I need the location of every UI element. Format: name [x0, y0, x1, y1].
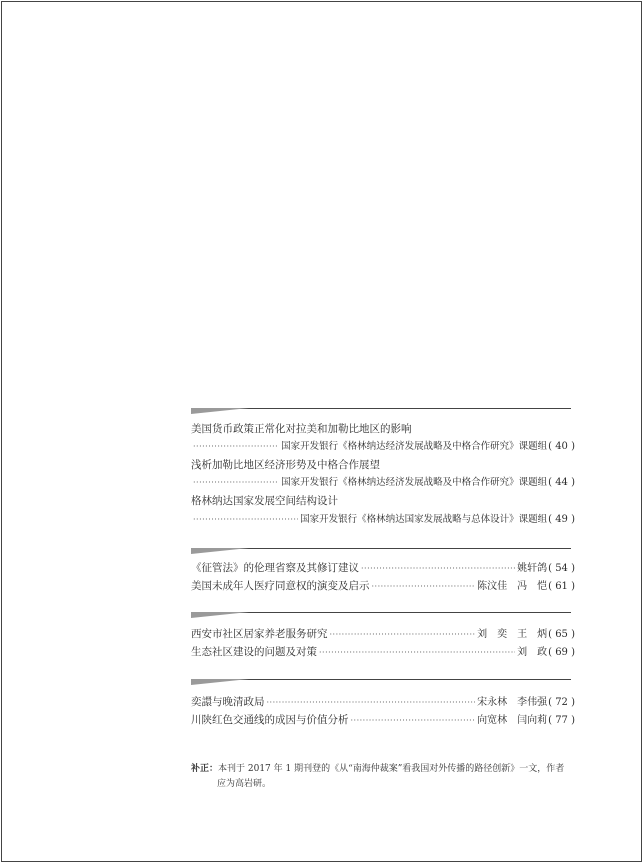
entry-page: ( 40 ) — [548, 441, 575, 452]
correction-note — [191, 762, 571, 792]
leader-dots — [319, 646, 515, 660]
toc-entry-author-line[interactable] — [191, 513, 575, 527]
entry-title: 格林纳达国家发展空间结构设计 — [191, 495, 338, 507]
entry-title: 《征管法》的伦理省察及其修订建议 — [191, 562, 359, 574]
toc-entry[interactable] — [191, 713, 575, 728]
entry-title: 美国未成年人医疗同意权的演变及启示 — [191, 580, 370, 592]
leader-dots — [193, 476, 279, 490]
leader-dots — [361, 562, 515, 576]
entry-author: 向宽林 闫向莉 — [477, 715, 548, 726]
entry-author: 姚轩鸽 — [517, 563, 548, 574]
entry-page: ( 72 ) — [548, 697, 575, 708]
entry-author: 国家开发银行《格林纳达经济发展战略及中格合作研究》课题组 — [281, 477, 548, 488]
entry-author: 刘 奕 王 炳 — [477, 629, 548, 640]
leader-dots — [372, 580, 476, 594]
entry-author: 宋永林 李伟强 — [477, 697, 548, 708]
entry-page: ( 65 ) — [548, 629, 575, 640]
entry-title: 西安市社区居家养老服务研究 — [191, 628, 328, 640]
section-divider — [191, 408, 571, 416]
entry-page: ( 54 ) — [548, 563, 575, 574]
entry-page: ( 44 ) — [548, 477, 575, 488]
leader-dots — [193, 440, 279, 454]
entry-title: 浅析加勒比地区经济形势及中格合作展望 — [191, 459, 380, 471]
section-divider — [191, 679, 571, 687]
toc-entry-author-line[interactable] — [191, 440, 575, 454]
toc-entry-author-line[interactable] — [191, 476, 575, 490]
toc-entry[interactable] — [191, 695, 575, 710]
entry-author: 刘 政 — [517, 647, 548, 658]
entry-page: ( 69 ) — [548, 647, 575, 658]
entry-title: 美国货币政策正常化对拉美和加勒比地区的影响 — [191, 423, 412, 435]
entry-page: ( 61 ) — [548, 581, 575, 592]
toc-entry[interactable] — [191, 627, 575, 642]
entry-author: 国家开发银行《格林纳达经济发展战略及中格合作研究》课题组 — [281, 441, 548, 452]
leader-dots — [351, 714, 476, 728]
note-label: 补正： — [191, 764, 219, 774]
section-divider — [191, 548, 571, 556]
leader-dots — [267, 696, 476, 710]
note-text-line-1: 本刊于 2017 年 1 期刊登的《从“南海仲裁案”看我国对外传播的路径创新》一文，作者 — [218, 764, 565, 774]
entry-title: 生态社区建设的问题及对策 — [191, 646, 317, 658]
leader-dots — [193, 513, 298, 527]
note-text-line-2: 应为高岩研。 — [217, 779, 272, 789]
toc-entry[interactable] — [191, 579, 575, 594]
toc-entry-title[interactable] — [191, 494, 575, 508]
toc-entry-title[interactable] — [191, 458, 575, 472]
leader-dots — [330, 628, 476, 642]
entry-page: ( 49 ) — [548, 514, 575, 525]
section-divider — [191, 612, 571, 620]
entry-title: 川陕红色交通线的成因与价值分析 — [191, 714, 349, 726]
toc-entry-title[interactable] — [191, 422, 575, 436]
toc-entry[interactable] — [191, 645, 575, 660]
entry-author: 陈汶佳 冯 恺 — [477, 581, 548, 592]
entry-author: 国家开发银行《格林纳达国家发展战略与总体设计》课题组 — [300, 514, 548, 525]
entry-page: ( 77 ) — [548, 715, 575, 726]
toc-entry[interactable] — [191, 561, 575, 576]
entry-title: 奕譞与晚清政局 — [191, 696, 265, 708]
